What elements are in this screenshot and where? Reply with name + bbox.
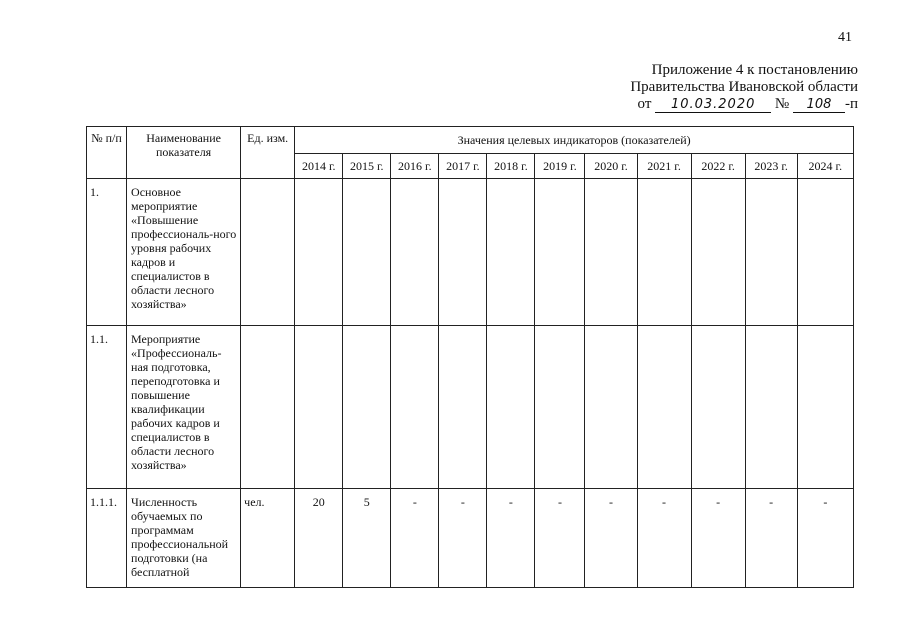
row-value [797,326,853,489]
indicators-table [86,126,854,588]
row-value [439,179,487,326]
row-value: - [797,489,853,588]
header-values: Значения целевых индикаторов (показателей) [295,127,854,154]
decree-suffix: -п [844,96,858,112]
row-value: - [391,489,439,588]
appendix-line-2: Правительства Ивановской области [630,79,858,95]
row-value [343,179,391,326]
year-header: 2022 г. [691,154,745,179]
year-header: 2019 г. [535,154,585,179]
row-value: - [637,489,691,588]
year-header: 2014 г. [295,154,343,179]
year-header: 2024 г. [797,154,853,179]
page-number: 41 [838,30,852,45]
year-header: 2023 г. [745,154,797,179]
year-header: 2021 г. [637,154,691,179]
row-value [535,326,585,489]
row-value: 20 [295,489,343,588]
row-value [745,326,797,489]
row-value [585,179,637,326]
appendix-line-1: Приложение 4 к постановлению [651,62,858,78]
decree-number: 108 [793,98,845,113]
row-value [391,326,439,489]
row-value [637,326,691,489]
year-header: 2015 г. [343,154,391,179]
decree-date: 10.03.2020 [655,98,771,113]
row-value [535,179,585,326]
row-unit [241,179,295,326]
row-value [439,326,487,489]
row-name: Численность обучаемых по программам профессиональной подготовки (на бесплатной [127,489,241,588]
row-value [295,179,343,326]
row-value: 5 [343,489,391,588]
header-unit: Ед. изм. [241,127,295,179]
row-unit [241,326,295,489]
row-value: - [745,489,797,588]
row-value [487,179,535,326]
appendix-header [630,62,858,113]
row-value [745,179,797,326]
row-value [487,326,535,489]
row-value: - [691,489,745,588]
row-name: Основное мероприятие «Повышение профессиональ-ного уровня рабочих кадров и специалистов в области лесного хозяйства» [127,179,241,326]
row-value: - [585,489,637,588]
row-value [691,326,745,489]
row-value [295,326,343,489]
row-name: Мероприятие «Профессиональ-ная подготовка, переподготовка и повышение квалификации рабочих кадров и специалистов в области лесного хозяйства» [127,326,241,489]
row-value [691,179,745,326]
row-unit: чел. [241,489,295,588]
row-value: - [535,489,585,588]
row-value [391,179,439,326]
table-row [87,489,854,588]
row-number: 1.1. [87,326,127,489]
table-row [87,179,854,326]
year-header: 2020 г. [585,154,637,179]
year-header: 2018 г. [487,154,535,179]
row-value [797,179,853,326]
from-label: от [637,96,652,112]
row-value [585,326,637,489]
table-row [87,326,854,489]
row-value [637,179,691,326]
row-number: 1. [87,179,127,326]
header-num: № п/п [87,127,127,179]
header-name: Наименование показателя [127,127,241,179]
header-row [87,127,854,154]
row-number: 1.1.1. [87,489,127,588]
appendix-line-3 [630,96,858,113]
year-header: 2017 г. [439,154,487,179]
row-value: - [487,489,535,588]
year-header: 2016 г. [391,154,439,179]
number-label: № [774,96,790,112]
row-value [343,326,391,489]
row-value: - [439,489,487,588]
